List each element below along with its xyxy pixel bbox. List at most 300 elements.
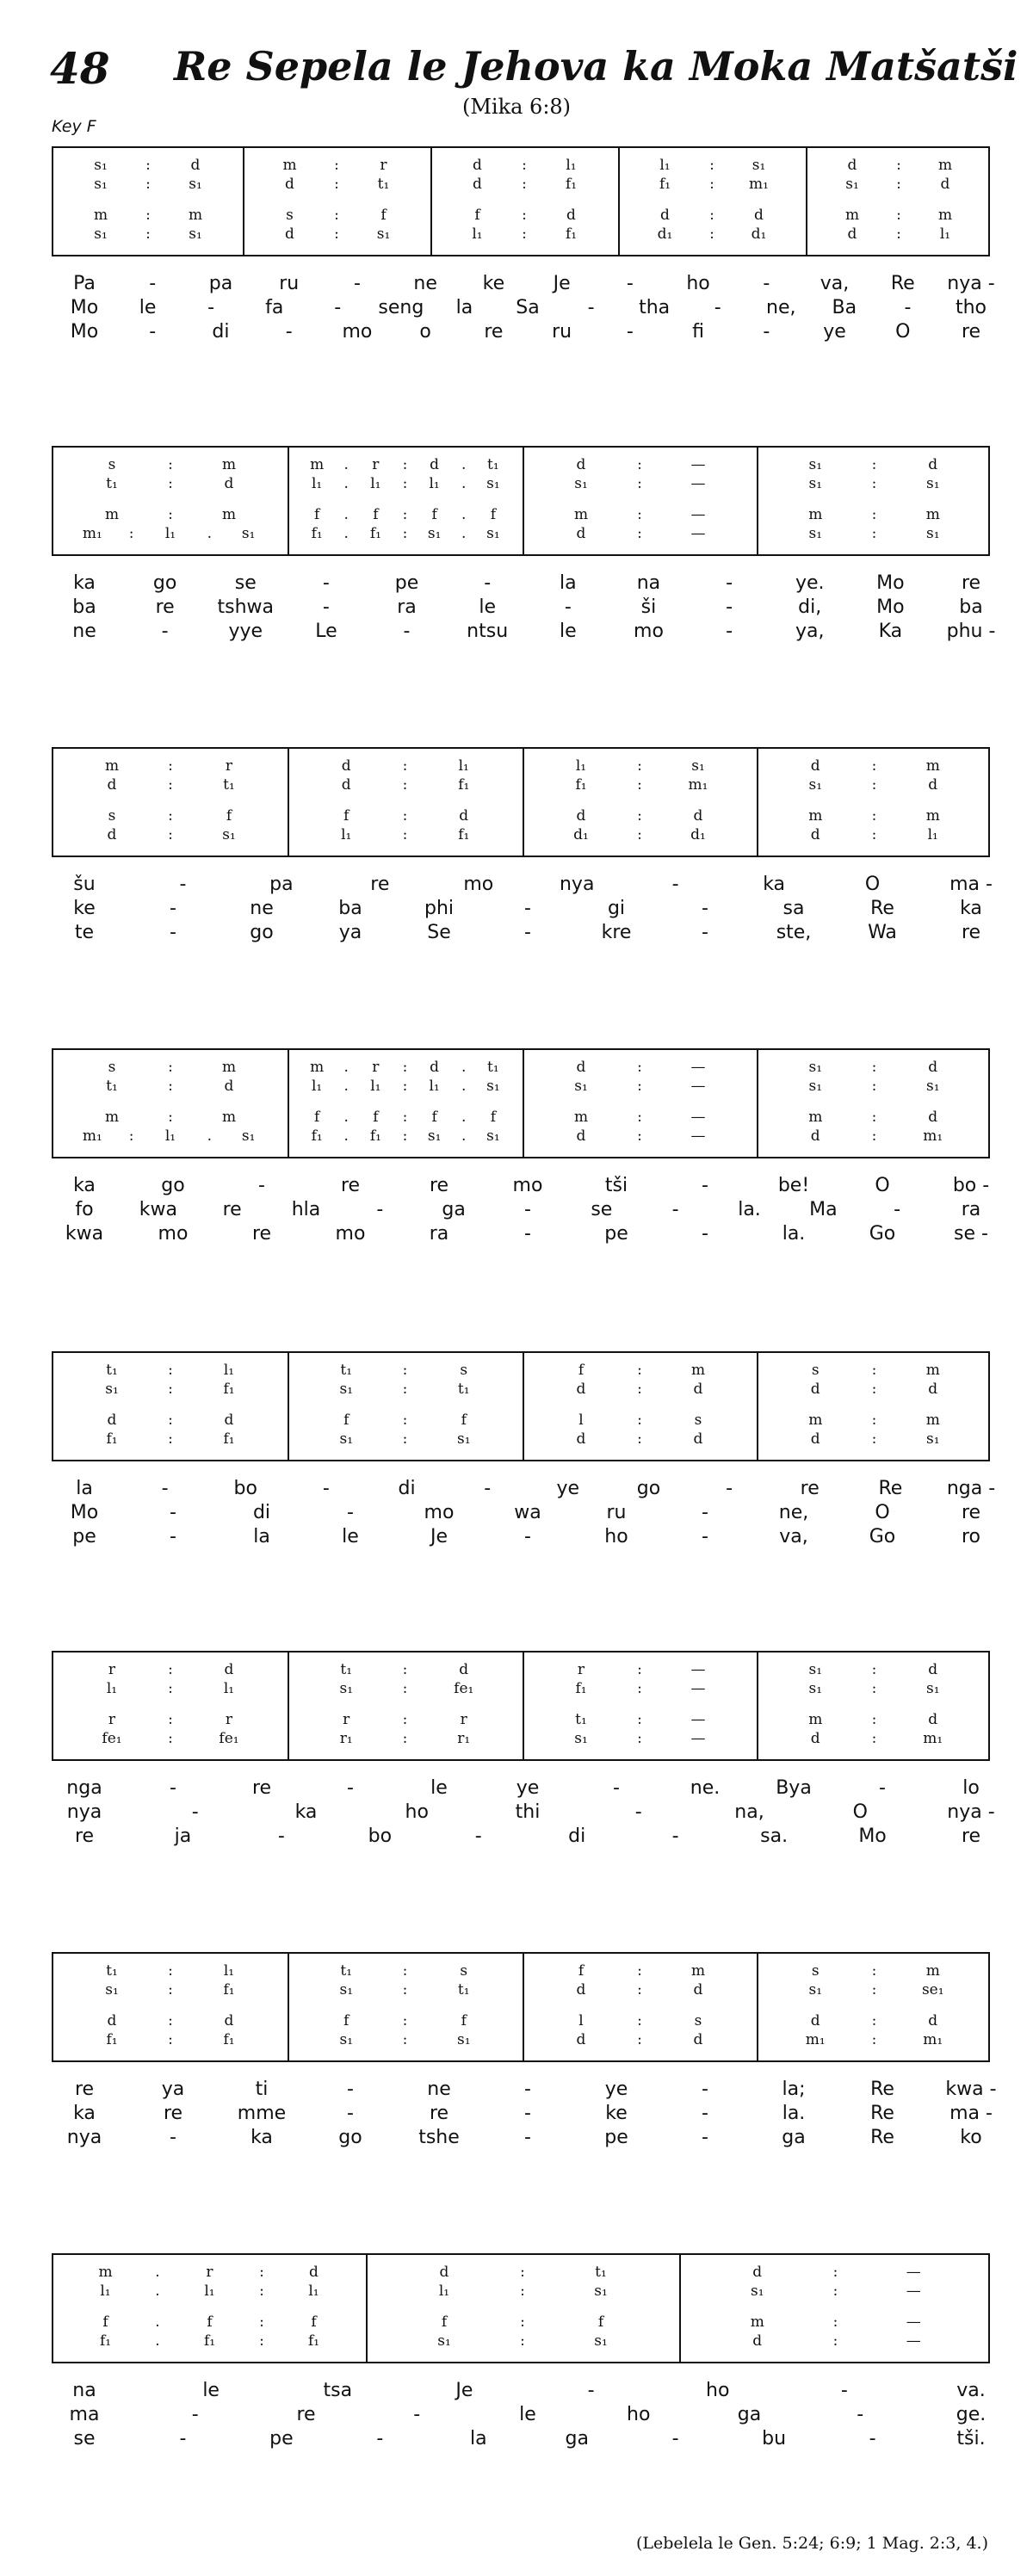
solfa-note: d₁ <box>690 826 706 843</box>
solfa-note: : <box>637 525 642 542</box>
lyric-syllable: mo <box>463 874 494 895</box>
solfa-note: d <box>224 1078 234 1095</box>
solfa-note: d <box>107 1412 117 1429</box>
solfa-note: s <box>108 456 116 473</box>
solfa-note: l₁ <box>311 475 323 492</box>
lyric-syllable: - <box>524 922 531 943</box>
lyric-syllable: Ba <box>832 297 857 318</box>
solfa-note: f₁ <box>203 2332 216 2350</box>
solfa-note: l₁ <box>458 757 469 775</box>
lyric-syllable: ga <box>782 2127 806 2148</box>
solfa-note: s₁ <box>486 1078 500 1095</box>
solfa-note: : <box>402 1381 408 1398</box>
solfa-note: f₁ <box>369 1127 381 1145</box>
solfa-note: s₁ <box>750 2283 764 2300</box>
solfa-note: s₁ <box>486 475 500 492</box>
solfa-note: d₁ <box>573 826 589 843</box>
lyric-syllable: ya <box>161 2079 185 2100</box>
lyric-syllable: Re <box>870 2079 894 2100</box>
solfa-note: s₁ <box>339 1981 354 1998</box>
solfa-note: : <box>168 1412 173 1429</box>
solfa-note: s₁ <box>427 1127 442 1145</box>
solfa-note: : <box>168 1059 173 1076</box>
solfa-note: : <box>402 525 408 542</box>
lyric-syllable: ye <box>604 2079 628 2100</box>
solfa-note: d <box>459 807 469 825</box>
solfa-note: f₁ <box>659 176 671 193</box>
lyric-syllable: le <box>139 297 157 318</box>
bar-line <box>288 749 289 856</box>
bar-line <box>288 1050 289 1157</box>
solfa-note: s₁ <box>189 176 202 193</box>
solfa-note: d <box>473 157 482 174</box>
solfa-note: d <box>810 1127 820 1145</box>
solfa-note: d <box>576 2031 586 2048</box>
solfa-note: m <box>221 1059 237 1076</box>
solfa-note: d <box>430 1059 440 1076</box>
solfa-note: : <box>871 2031 877 2048</box>
lyric-syllable: ru <box>279 273 300 294</box>
solfa-note: s₁ <box>808 475 823 492</box>
solfa-note: : <box>402 1680 408 1697</box>
solfa-note: l₁ <box>223 1362 235 1379</box>
solfa-note: f₁ <box>311 1127 323 1145</box>
solfa-note: d <box>107 2012 117 2029</box>
solfa-note: fe₁ <box>454 1680 474 1697</box>
lyric-syllable: - <box>170 922 176 943</box>
lyric-syllable: tho <box>955 297 987 318</box>
solfa-note: r <box>225 1711 233 1728</box>
solfa-note: f <box>380 207 387 224</box>
lyric-syllable: - <box>671 1199 679 1220</box>
scripture-reference: (Mika 6:8) <box>461 95 572 119</box>
solfa-note: . <box>461 506 467 523</box>
solfa-note: s <box>460 1962 468 1980</box>
lyric-syllable: re <box>484 321 504 343</box>
solfa-note: : <box>896 225 901 243</box>
solfa-note: s₁ <box>808 1680 823 1697</box>
solfa-note: . <box>343 1109 349 1126</box>
lyric-syllable: kwa <box>65 1223 104 1245</box>
solfa-note: s₁ <box>241 525 256 542</box>
lyric-syllable: - <box>634 1801 642 1823</box>
lyric-syllable: ne <box>427 2079 451 2100</box>
solfa-note: : <box>709 225 714 243</box>
solfa-note: t₁ <box>487 1059 499 1076</box>
solfa-note: m <box>925 807 940 825</box>
solfa-note: : <box>402 1711 408 1728</box>
lyric-syllable: ši <box>640 596 657 618</box>
solfa-note: : <box>871 807 877 825</box>
solfa-note: m <box>282 157 297 174</box>
solfa-note: l₁ <box>204 2283 215 2300</box>
lyric-syllable: ke <box>482 273 505 294</box>
solfa-note: m <box>573 1109 589 1126</box>
solfa-note: : <box>522 176 527 193</box>
solfa-note: : <box>871 757 877 775</box>
lyric-syllable: Je <box>430 1526 448 1547</box>
solfa-note: f <box>373 1109 379 1126</box>
solfa-note: s₁ <box>486 1127 500 1145</box>
lyric-syllable: Se <box>427 922 451 943</box>
solfa-note: : <box>168 1430 173 1448</box>
solfa-note: s <box>694 2012 702 2029</box>
solfa-note: : <box>334 176 339 193</box>
lyric-syllable: - <box>524 2103 531 2124</box>
solfa-note: : <box>637 826 642 843</box>
solfa-note: t₁ <box>377 176 390 193</box>
solfa-note: . <box>155 2313 160 2331</box>
solfa-note: s₁ <box>427 525 442 542</box>
solfa-note: : <box>168 1981 173 1998</box>
lyric-syllable: di, <box>798 596 822 618</box>
solfa-note: : <box>520 2313 525 2331</box>
lyric-syllable: kre <box>601 922 632 943</box>
bar-line <box>679 2255 681 2362</box>
solfa-note: d <box>928 1661 938 1678</box>
solfa-note: f₁ <box>575 1680 587 1697</box>
lyric-syllable: hla <box>291 1199 321 1220</box>
solfa-note: : <box>832 2313 838 2331</box>
solfa-note: s₁ <box>808 1661 823 1678</box>
solfa-note: : <box>128 525 134 542</box>
solfa-note: d <box>752 2264 763 2281</box>
lyric-syllable: ga <box>442 1199 466 1220</box>
solfa-note: s₁ <box>574 475 588 492</box>
bar-line <box>243 148 244 255</box>
solfa-note: s <box>286 207 294 224</box>
solfa-note: f <box>102 2313 108 2331</box>
solfa-note: s <box>694 1412 702 1429</box>
solfa-note: s₁ <box>456 2031 471 2048</box>
solfa-note: t₁ <box>223 776 235 794</box>
bar-line <box>523 1353 524 1460</box>
solfa-note: : <box>871 475 877 492</box>
solfa-note: m <box>573 506 589 523</box>
lyric-syllable: re <box>163 2103 183 2124</box>
music-staff <box>52 146 990 256</box>
solfa-note: : <box>402 1730 408 1747</box>
solfa-note: : <box>145 176 151 193</box>
solfa-note: f₁ <box>565 176 578 193</box>
lyric-syllable: re <box>251 1777 272 1799</box>
solfa-note: — <box>690 1109 706 1126</box>
solfa-note: m <box>808 1412 823 1429</box>
solfa-note: : <box>168 1362 173 1379</box>
lyric-syllable: - <box>161 1478 169 1499</box>
solfa-note: m <box>221 1109 237 1126</box>
solfa-note: : <box>871 1430 877 1448</box>
solfa-note: l₁ <box>438 2283 450 2300</box>
lyric-syllable: - <box>334 297 342 318</box>
lyric-syllable: - <box>857 2404 864 2425</box>
solfa-note: : <box>637 1680 642 1697</box>
solfa-note: : <box>402 1412 408 1429</box>
solfa-note: : <box>709 207 714 224</box>
lyric-syllable: - <box>702 898 708 919</box>
solfa-note: d <box>309 2264 319 2281</box>
lyric-syllable: o <box>419 321 431 343</box>
lyric-syllable: - <box>524 1223 531 1245</box>
lyric-syllable: yye <box>228 621 263 642</box>
solfa-note: m <box>925 1362 940 1379</box>
lyric-syllable: - <box>170 2127 176 2148</box>
lyric-syllable: nga - <box>946 1478 996 1499</box>
lyric-syllable: ru <box>606 1502 627 1523</box>
solfa-note: : <box>334 225 339 243</box>
lyric-syllable: di <box>398 1478 416 1499</box>
solfa-note: f <box>343 1412 349 1429</box>
solfa-note: s <box>460 1362 468 1379</box>
solfa-note: r₁ <box>339 1730 353 1747</box>
lyric-syllable: fi <box>692 321 704 343</box>
lyric-syllable: ye <box>823 321 846 343</box>
solfa-note: fe₁ <box>219 1730 239 1747</box>
solfa-note: : <box>402 1109 408 1126</box>
solfa-note: m <box>750 2313 764 2331</box>
solfa-note: l₁ <box>100 2283 111 2300</box>
solfa-note: : <box>168 1661 173 1678</box>
solfa-note: s₁ <box>845 176 859 193</box>
solfa-note: f₁ <box>458 776 470 794</box>
solfa-note: f₁ <box>106 1430 118 1448</box>
solfa-note: d <box>754 207 764 224</box>
solfa-note: s₁ <box>339 1680 354 1697</box>
solfa-note: d <box>473 176 482 193</box>
solfa-note: l₁ <box>370 1078 381 1095</box>
lyric-syllable: Go <box>869 1223 896 1245</box>
lyric-syllable: re <box>370 874 390 895</box>
solfa-note: : <box>128 1127 134 1145</box>
solfa-note: d₁ <box>751 225 767 243</box>
solfa-note: l₁ <box>939 225 951 243</box>
lyric-syllable: la. <box>738 1199 761 1220</box>
solfa-note: m <box>808 807 823 825</box>
solfa-note: : <box>637 1078 642 1095</box>
lyric-syllable: - <box>474 1825 482 1847</box>
solfa-note: : <box>871 1730 877 1747</box>
solfa-note: — <box>690 1059 706 1076</box>
music-staff <box>52 1351 990 1461</box>
lyric-syllable: - <box>702 1175 708 1196</box>
solfa-note: t₁ <box>106 1362 118 1379</box>
solfa-note: m <box>690 1962 706 1980</box>
solfa-note: d <box>224 475 234 492</box>
solfa-note: l <box>578 1412 584 1429</box>
lyric-syllable: - <box>702 2079 708 2100</box>
solfa-note: f <box>461 1412 467 1429</box>
solfa-note: s₁ <box>94 225 108 243</box>
lyric-syllable: O <box>875 1175 890 1196</box>
lyric-syllable: re <box>800 1478 820 1499</box>
solfa-note: m <box>808 1711 823 1728</box>
solfa-note: d <box>693 1381 703 1398</box>
solfa-note: s₁ <box>808 1078 823 1095</box>
solfa-note: : <box>145 157 151 174</box>
solfa-note: r <box>380 157 387 174</box>
solfa-note: l₁ <box>223 1680 235 1697</box>
lyric-syllable: ba <box>72 596 96 618</box>
bar-line <box>757 448 758 554</box>
lyric-syllable: va. <box>956 2380 986 2401</box>
solfa-note: : <box>168 475 173 492</box>
solfa-note: s₁ <box>437 2332 451 2350</box>
solfa-note: : <box>402 1059 408 1076</box>
solfa-note: : <box>637 1127 642 1145</box>
lyric-syllable: re <box>251 1223 272 1245</box>
solfa-note: — <box>906 2313 921 2331</box>
lyric-syllable: fa <box>265 297 284 318</box>
solfa-note: d <box>224 2012 234 2029</box>
solfa-note: f <box>461 2012 467 2029</box>
bar-line <box>757 1954 758 2060</box>
solfa-note: . <box>461 456 467 473</box>
solfa-note: : <box>168 1680 173 1697</box>
lyric-syllable: ste, <box>776 922 812 943</box>
solfa-note: : <box>168 757 173 775</box>
solfa-note: : <box>637 1109 642 1126</box>
solfa-note: s <box>108 807 116 825</box>
solfa-note: : <box>259 2313 264 2331</box>
lyric-syllable: - <box>524 1526 531 1547</box>
lyric-syllable: Mo <box>70 1502 99 1523</box>
lyric-syllable: di <box>568 1825 586 1847</box>
solfa-note: t₁ <box>106 1078 118 1095</box>
lyric-syllable: - <box>285 321 293 343</box>
solfa-note: d <box>940 176 950 193</box>
solfa-note: . <box>343 1078 349 1095</box>
solfa-note: m₁ <box>82 525 102 542</box>
lyric-syllable: se <box>234 572 257 594</box>
solfa-note: s₁ <box>925 1078 940 1095</box>
lyric-syllable: ja <box>174 1825 192 1847</box>
lyric-syllable: Wa <box>868 922 897 943</box>
lyric-syllable: ne, <box>778 1502 809 1523</box>
solfa-note: : <box>637 1381 642 1398</box>
solfa-note: s₁ <box>808 456 823 473</box>
solfa-note: s₁ <box>691 757 705 775</box>
solfa-note: l₁ <box>223 1962 235 1980</box>
lyric-syllable: - <box>894 1199 901 1220</box>
lyric-syllable: - <box>170 1777 176 1799</box>
lyric-syllable: ko <box>960 2127 982 2148</box>
lyric-syllable: - <box>763 273 770 294</box>
solfa-note: r₁ <box>457 1730 471 1747</box>
lyric-syllable: - <box>702 2127 708 2148</box>
solfa-note: : <box>168 2012 173 2029</box>
solfa-note: : <box>168 456 173 473</box>
lyric-syllable: ye <box>516 1777 540 1799</box>
solfa-note: f <box>431 1109 437 1126</box>
solfa-note: d <box>928 2012 938 2029</box>
solfa-note: t₁ <box>575 1711 587 1728</box>
solfa-note: d <box>693 1430 703 1448</box>
lyric-syllable: ntsu <box>467 621 509 642</box>
solfa-note: : <box>871 1661 877 1678</box>
solfa-note: m <box>310 1059 325 1076</box>
lyric-syllable: pe <box>604 1223 628 1245</box>
solfa-note: : <box>637 1981 642 1998</box>
solfa-note: : <box>402 456 408 473</box>
solfa-note: m₁ <box>923 2031 943 2048</box>
lyric-syllable: ka <box>73 572 96 594</box>
lyric-syllable: - <box>353 273 361 294</box>
solfa-note: m₁ <box>688 776 708 794</box>
lyric-syllable: la <box>469 2428 487 2449</box>
solfa-note: t₁ <box>340 1362 353 1379</box>
lyric-syllable: ru <box>552 321 572 343</box>
lyric-syllable: ma <box>69 2404 100 2425</box>
solfa-note: : <box>871 1680 877 1697</box>
solfa-note: : <box>522 207 527 224</box>
solfa-note: : <box>709 176 714 193</box>
lyric-syllable: ho <box>405 1801 429 1823</box>
lyric-syllable: ye. <box>795 572 825 594</box>
lyric-syllable: na <box>72 2380 96 2401</box>
music-staff <box>52 1952 990 2062</box>
lyric-syllable: seng <box>378 297 424 318</box>
lyric-syllable: - <box>671 874 679 895</box>
lyric-syllable: lo <box>962 1777 980 1799</box>
lyric-syllable: pe <box>394 572 419 594</box>
solfa-note: d <box>285 176 294 193</box>
lyric-syllable: la. <box>782 1223 806 1245</box>
lyric-syllable: ge. <box>956 2404 987 2425</box>
music-staff <box>52 747 990 857</box>
lyric-syllable: la <box>455 297 473 318</box>
solfa-note: — <box>690 1711 706 1728</box>
solfa-note: s₁ <box>189 225 202 243</box>
solfa-note: : <box>637 807 642 825</box>
lyric-syllable: - <box>347 1777 354 1799</box>
lyric-syllable: pe <box>72 1526 96 1547</box>
solfa-note: d <box>576 1059 586 1076</box>
lyric-syllable: ho <box>604 1526 628 1547</box>
lyric-syllable: re <box>296 2404 316 2425</box>
solfa-note: — <box>906 2332 921 2350</box>
solfa-note: : <box>334 207 339 224</box>
solfa-note: : <box>637 1059 642 1076</box>
lyric-syllable: le <box>430 1777 448 1799</box>
lyric-syllable: mo <box>158 1223 189 1245</box>
lyric-syllable: bo <box>368 1825 393 1847</box>
solfa-note: d <box>576 1430 586 1448</box>
solfa-note: d <box>576 456 586 473</box>
lyric-syllable: se - <box>954 1223 988 1245</box>
solfa-note: f <box>431 506 437 523</box>
solfa-note: d <box>285 225 294 243</box>
solfa-note: : <box>896 207 901 224</box>
solfa-note: . <box>155 2283 160 2300</box>
lyric-syllable: ga <box>565 2428 589 2449</box>
lyric-syllable: - <box>170 1502 176 1523</box>
lyric-syllable: - <box>207 297 215 318</box>
solfa-note: f <box>226 807 232 825</box>
lyric-syllable: na <box>636 572 661 594</box>
lyric-syllable: Go <box>869 1526 896 1547</box>
lyric-syllable: re <box>429 1175 449 1196</box>
solfa-note: : <box>402 1430 408 1448</box>
lyric-syllable: bo <box>233 1478 257 1499</box>
solfa-note: : <box>168 1711 173 1728</box>
solfa-note: : <box>871 826 877 843</box>
solfa-note: : <box>402 506 408 523</box>
solfa-note: f <box>578 1362 585 1379</box>
lyric-syllable: go <box>636 1478 661 1499</box>
bar-line <box>430 148 432 255</box>
lyric-syllable: le <box>559 621 577 642</box>
lyric-syllable: ma - <box>949 2103 993 2124</box>
